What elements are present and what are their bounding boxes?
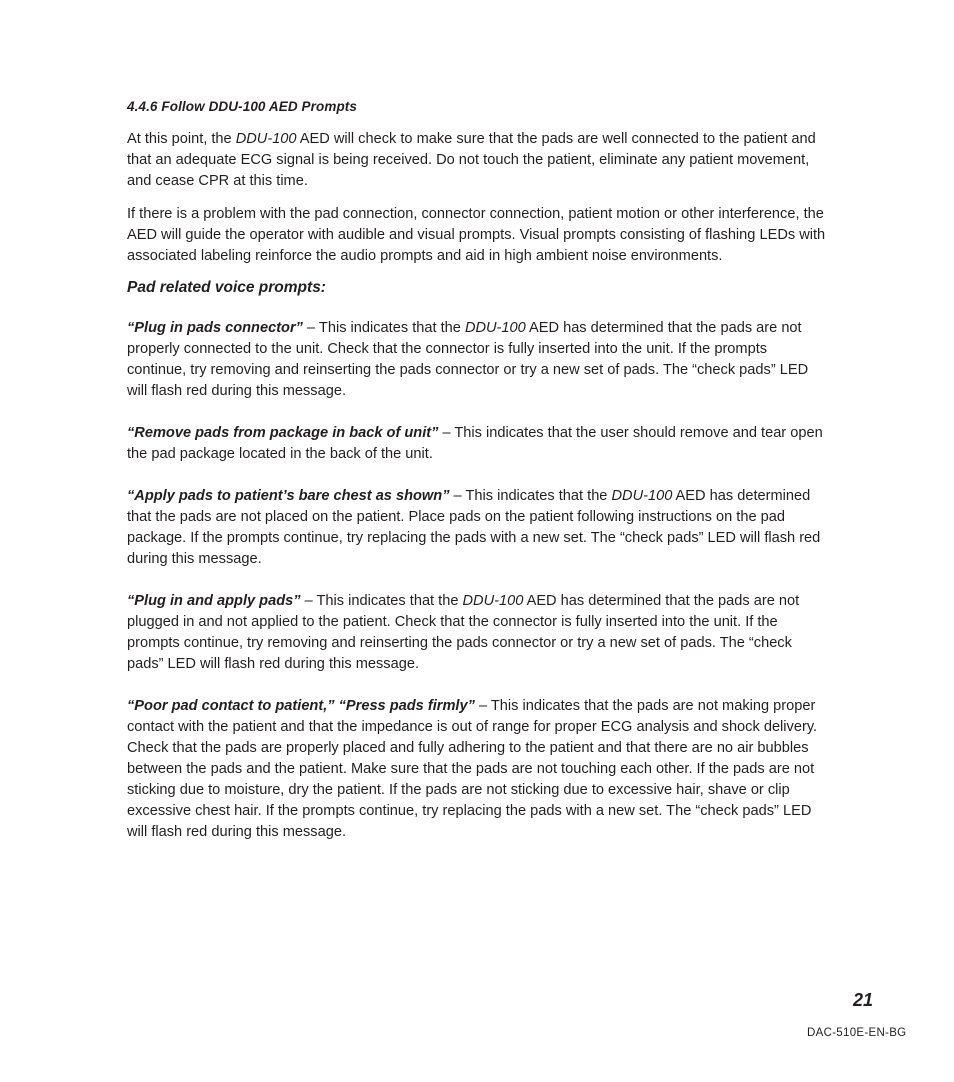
model-name: DDU-100 xyxy=(462,593,524,609)
prompt-item: “Remove pads from package in back of unit” – This indicates that the user should remove and tear open the pad package located in the back of the unit. xyxy=(127,425,823,462)
document-code: DAC-510E-EN-BG xyxy=(807,1027,907,1039)
model-name: DDU-100 xyxy=(611,488,673,504)
model-name: DDU-100 xyxy=(235,131,297,147)
section-heading: 4.4.6 Follow DDU-100 AED Prompts xyxy=(127,99,357,114)
prompt-item: “Plug in and apply pads” – This indicates that the DDU-100 AED has determined that the pads are not plugged in and not applied to the patient. Check that the connector is fully inserted into the unit. If the prompts continue, try removing and reinserting the pads connector or try a new set of pads. The “check pads” LED will flash red during this message. xyxy=(127,593,800,672)
prompt-item: “Plug in pads connector” – This indicates that the DDU-100 AED has determined that the pads are not properly connected to the unit. Check that the connector is fully inserted into the unit. If the prompts continue, try removing and reinserting the pads connector or try a new set of pads. The “check pads” LED will flash red during this message. xyxy=(127,320,809,399)
prompt-item: “Poor pad contact to patient,” “Press pads firmly” – This indicates that the pads are not making proper contact with the patient and that the impedance is out of range for proper ECG analysis and shock delivery. Check that the pads are properly placed and fully adhering to the patient and that there are no air bubbles between the pads and the patient. Make sure that the pads are not touching each other. If the pads are not sticking due to moisture, dry the patient. If the pads are not sticking due to excessive hair, shave or clip excessive chest hair. If the prompts continue, try replacing the pads with a new set. The “check pads” LED will flash red during this message. xyxy=(127,698,818,840)
problem-paragraph: If there is a problem with the pad connection, connector connection, patient motion or other interference, the AED will guide the operator with audible and visual prompts. Visual prompts consisting of flashing LEDs with associated labeling reinforce the audio prompts and aid in high ambient noise environments. xyxy=(127,206,826,264)
prompt-label: “Poor pad contact to patient,” “Press pads firmly” xyxy=(127,698,475,714)
prompt-label: “Plug in pads connector” xyxy=(127,320,303,336)
prompt-item: “Apply pads to patient’s bare chest as shown” – This indicates that the DDU-100 AED has determined that the pads are not placed on the patient. Place pads on the patient following instructions on the pad package. If the prompts continue, try replacing the pads with a new set. The “check pads” LED will flash red during this message. xyxy=(127,488,821,567)
prompt-label: “Apply pads to patient’s bare chest as shown” xyxy=(127,488,450,504)
model-name: DDU-100 xyxy=(464,320,526,336)
page-content xyxy=(127,99,827,864)
prompt-label: “Remove pads from package in back of unit” xyxy=(127,425,439,441)
prompt-label: “Plug in and apply pads” xyxy=(127,593,301,609)
intro-paragraph: At this point, the DDU-100 AED will check to make sure that the pads are well connected to the patient and that an adequate ECG signal is being received. Do not touch the patient, eliminate any patient movement, and cease CPR at this time. xyxy=(127,131,816,189)
subheading: Pad related voice prompts: xyxy=(127,279,326,296)
page-number: 21 xyxy=(853,990,874,1010)
